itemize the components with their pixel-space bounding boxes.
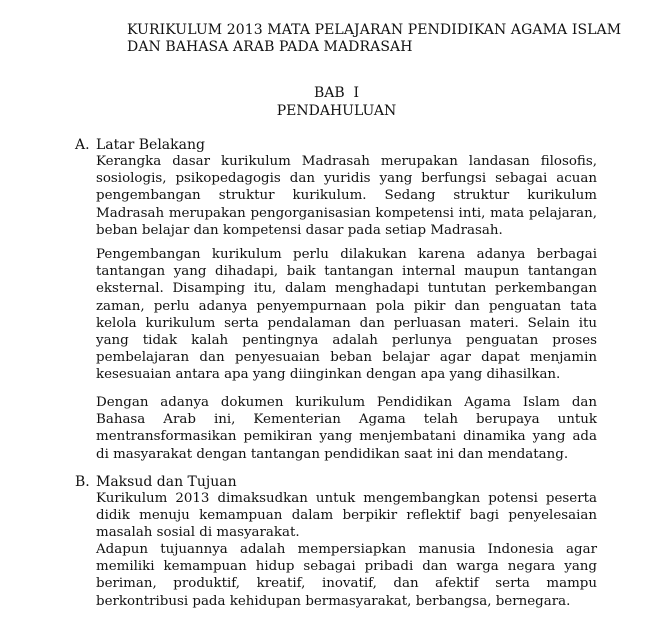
paragraph: Kerangka dasar kurikulum Madrasah merupakan landasan filosofis, sosiologis, psikopedagogis dan yuridis yang berfungsi sebagai acuan pengembangan struktur kurikulum. Sedang struktur kurikulum Madrasah merupakan pengorganisasian kompetensi inti, mata pelajaran, beban belajar dan kompetensi dasar pada setiap Madrasah. [96, 154, 597, 238]
chapter-title: PENDAHULUAN [276, 103, 397, 119]
section-heading: Maksud dan Tujuan [96, 474, 237, 490]
chapter-number: BAB I [313, 85, 360, 101]
paragraph: Adapun tujuannya adalah mempersiapkan manusia Indonesia agar memiliki kemampuan hidup sebagai pribadi dan warga negara yang beriman, produktif, kreatif, inovatif, dan afektif serta mampu berkontribusi pada kehidupan bermasyarakat, berbangsa, bernegara. [96, 542, 597, 609]
paragraph: Dengan adanya dokumen kurikulum Pendidikan Agama Islam dan Bahasa Arab ini, Kementerian Agama telah berupaya untuk mentransformasikan pemikiran yang menjembatani dinamika yang ada di masyarakat dengan tantangan pendidikan saat ini dan mendatang. [96, 395, 597, 462]
paragraph: Kurikulum 2013 dimaksudkan untuk mengembangkan potensi peserta didik menuju kemampuan dalam berpikir reflektif bagi penyelesaian masalah sosial di masyarakat. [96, 491, 597, 541]
document-title [127, 22, 627, 56]
document-title-line: KURIKULUM 2013 MATA PELAJARAN PENDIDIKAN AGAMA ISLAM [127, 22, 622, 38]
document-title-line: DAN BAHASA ARAB PADA MADRASAH [127, 39, 413, 55]
section-heading: Latar Belakang [96, 137, 205, 153]
paragraph: Pengembangan kurikulum perlu dilakukan karena adanya berbagai tantangan yang dihadapi, baik tantangan internal maupun tantangan eksternal. Disamping itu, dalam menghadapi tuntutan perkembangan zaman, perlu adanya penyempurnaan pola pikir dan penguatan tata kelola kurikulum serta pendalaman dan perluasan materi. Selain itu yang tidak kalah pentingnya adalah perlunya penguatan proses pembelajaran dan penyesuaian beban belajar agar dapat menjamin kesesuaian antara apa yang diinginkan dengan apa yang dihasilkan. [96, 247, 597, 383]
section-letter: A. [75, 137, 90, 153]
section-letter: B. [75, 474, 90, 490]
